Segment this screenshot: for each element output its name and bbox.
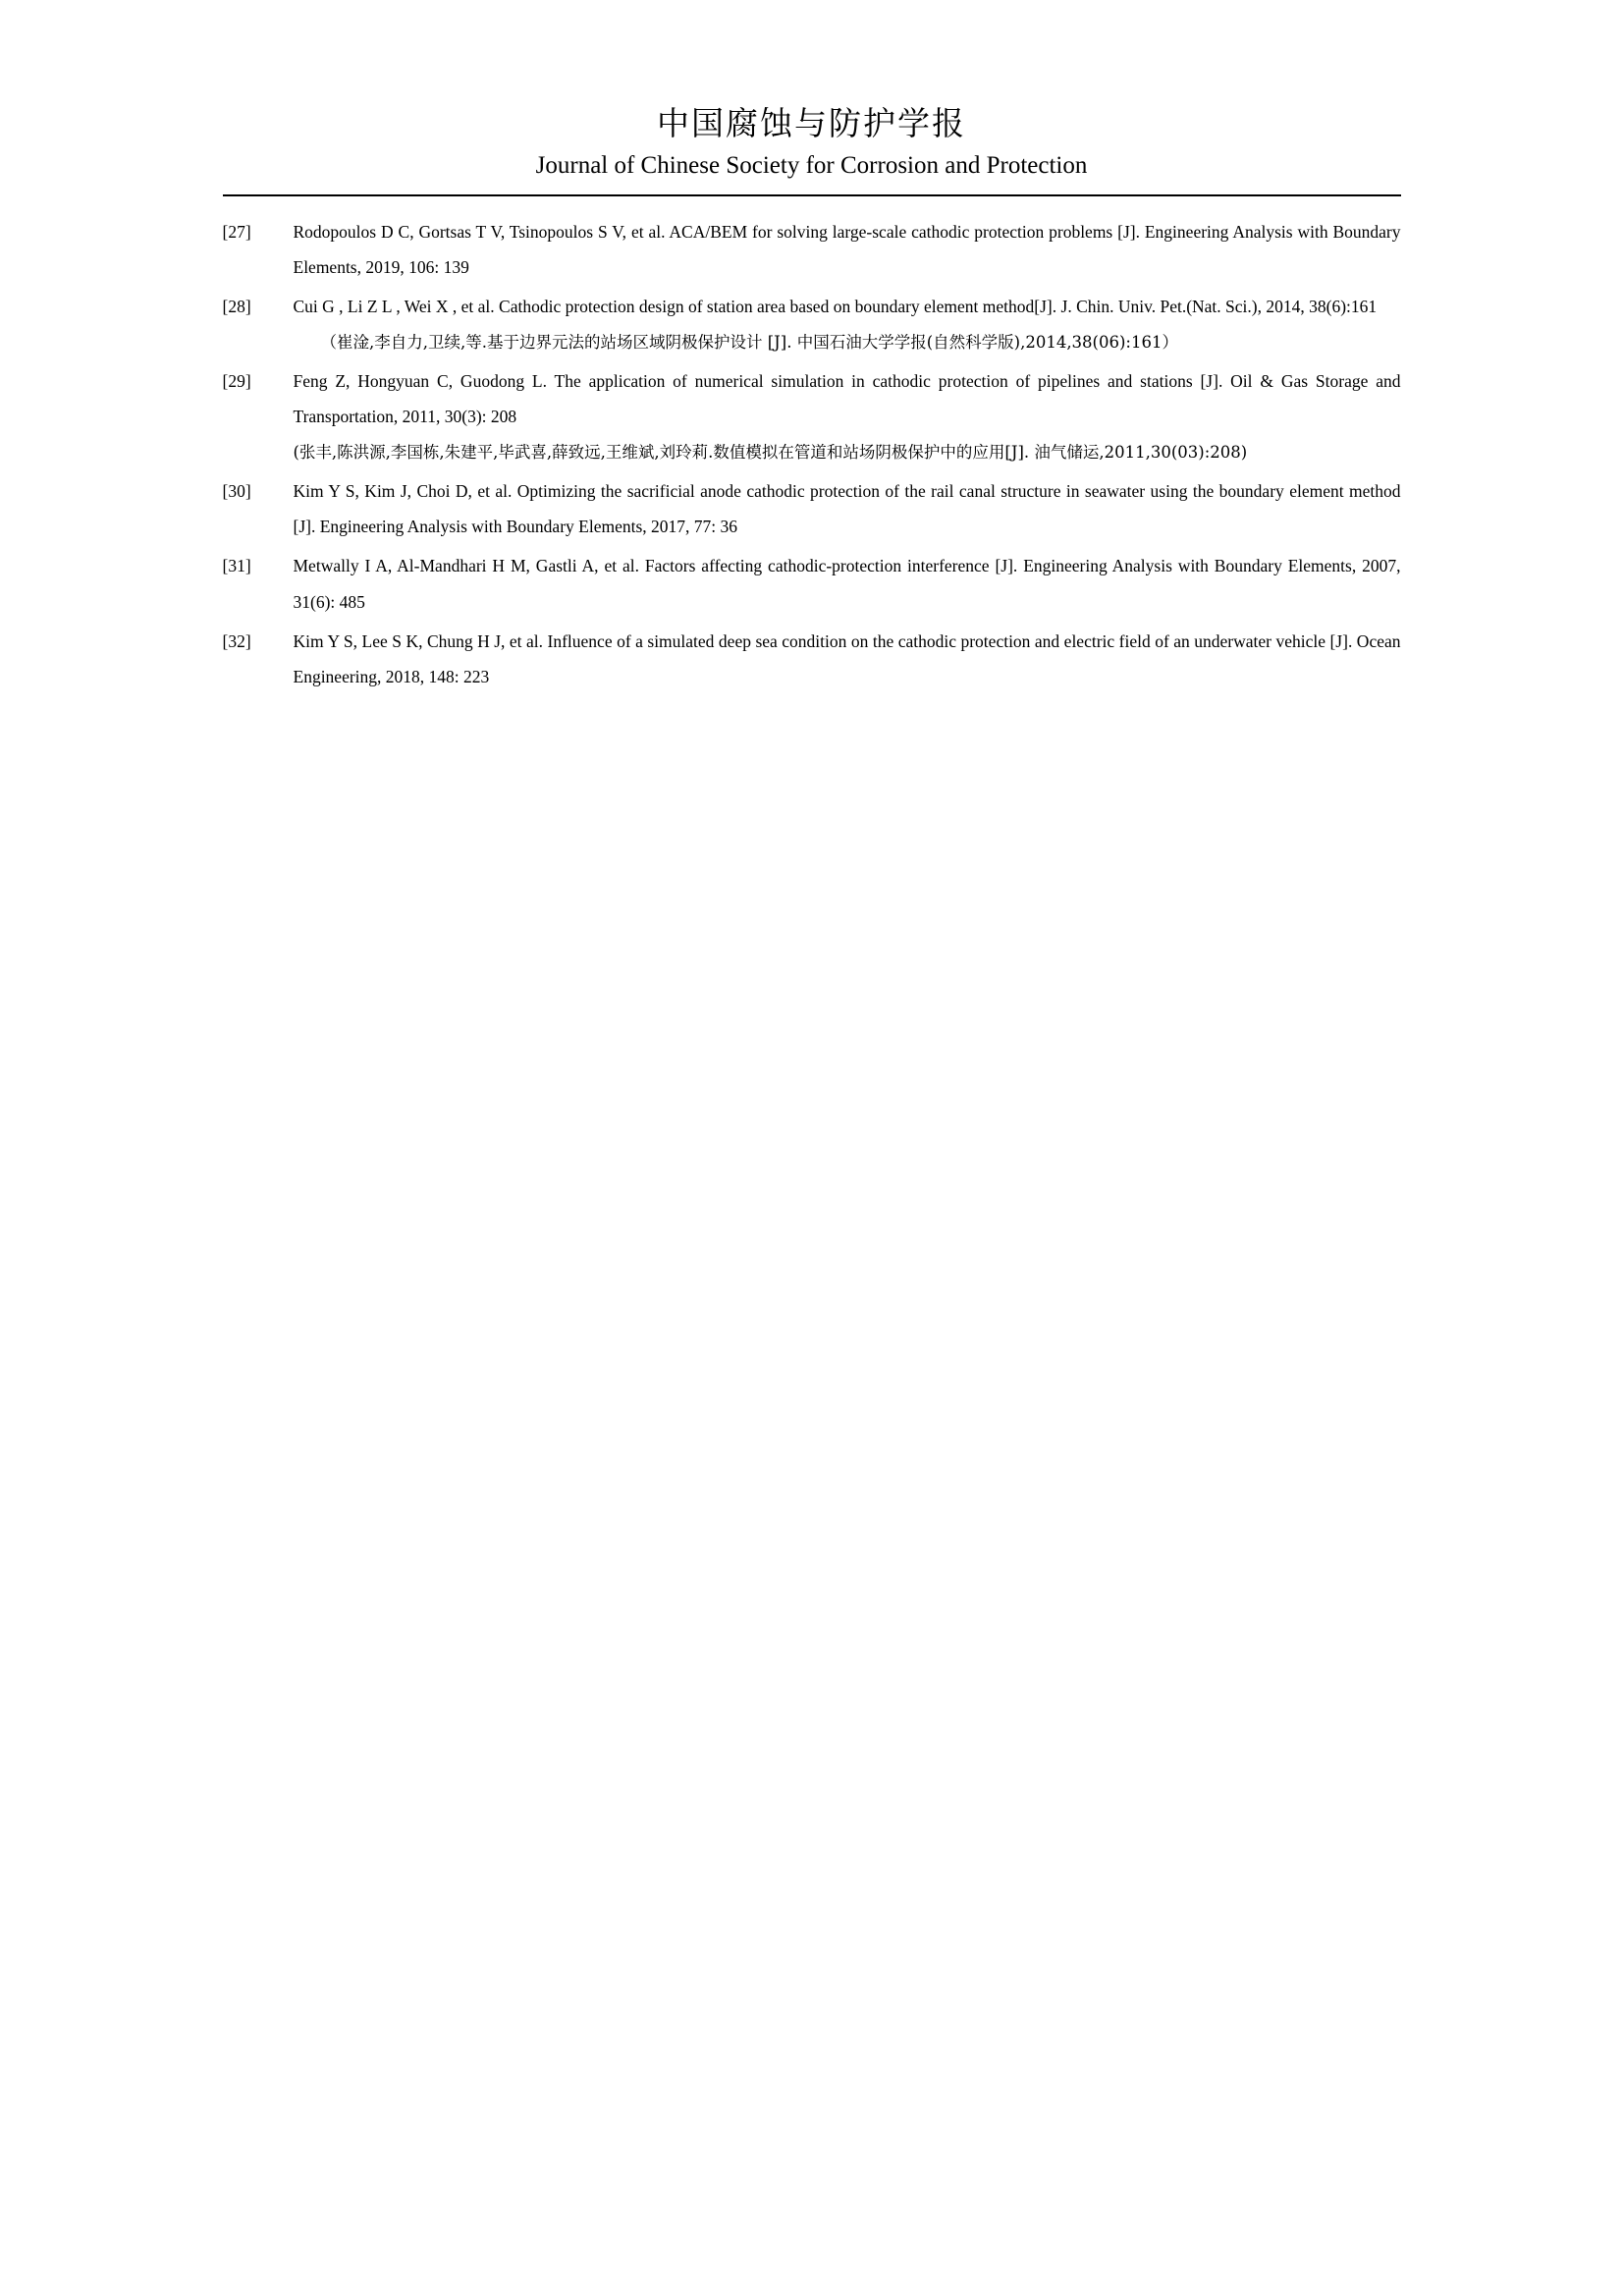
reference-text: Kim Y S, Kim J, Choi D, et al. Optimizing the sacrificial anode cathodic protection of the rail canal structure in seawater using the boundary element method [J]. Engineering Analysis with Boundary Elements, 2017, 77: 36 xyxy=(293,481,1401,537)
journal-title-en: Journal of Chinese Society for Corrosion and Protection xyxy=(535,152,1088,180)
reference-number: [28] xyxy=(222,297,251,317)
reference-entry xyxy=(223,363,1401,469)
reference-text-en: Cui G , Li Z L , Wei X , et al. Cathodic protection design of station area based on boundary element method[J]. J. Chin. Univ. Pet.(Nat. Sci.), 2014, 38(6):161 xyxy=(293,297,1378,317)
reference-text-cn: (张丰,陈洪源,李国栋,朱建平,毕武喜,薛致远,王维斌,刘玲莉.数值模拟在管道和站场阴极保护中的应用[J]. 油气储运,2011,30(03):208) xyxy=(293,442,1248,462)
reference-text: Kim Y S, Lee S K, Chung H J, et al. Influence of a simulated deep sea condition on the cathodic protection and electric field of an underwater vehicle [J]. Ocean Engineering, 2018, 148: 223 xyxy=(293,630,1401,687)
reference-entry xyxy=(223,214,1401,285)
reference-number: [27] xyxy=(222,222,251,242)
journal-title-cn: 中国腐蚀与防护学报 xyxy=(657,104,966,142)
reference-entry xyxy=(223,624,1401,694)
reference-entry xyxy=(223,289,1401,359)
reference-text xyxy=(294,363,1401,469)
reference-list xyxy=(223,196,1401,694)
reference-entry xyxy=(223,473,1401,544)
reference-number: [32] xyxy=(222,630,251,651)
reference-number: [31] xyxy=(222,556,251,576)
reference-text-en: Feng Z, Hongyuan C, Guodong L. The application of numerical simulation in cathodic protection of pipelines and stations [J]. Oil & Gas Storage and Transportation, 2011, 30(3): 208 xyxy=(293,371,1401,427)
reference-text-cn: （崔淦,李自力,卫续,等.基于边界元法的站场区域阴极保护设计 [J]. 中国石油大学学报(自然科学版),2014,38(06):161） xyxy=(320,332,1178,352)
reference-text xyxy=(294,289,1401,359)
page-header xyxy=(0,0,1623,196)
reference-entry xyxy=(223,548,1401,619)
reference-text: Rodopoulos D C, Gortsas T V, Tsinopoulos S V, et al. ACA/BEM for solving large-scale cathodic protection problems [J]. Engineering Analysis with Boundary Elements, 2019, 106: 139 xyxy=(293,222,1401,278)
reference-number: [29] xyxy=(222,371,251,392)
reference-number: [30] xyxy=(222,481,251,502)
reference-text: Metwally I A, Al-Mandhari H M, Gastli A, et al. Factors affecting cathodic-protection interference [J]. Engineering Analysis with Boundary Elements, 2007, 31(6): 485 xyxy=(293,556,1401,612)
